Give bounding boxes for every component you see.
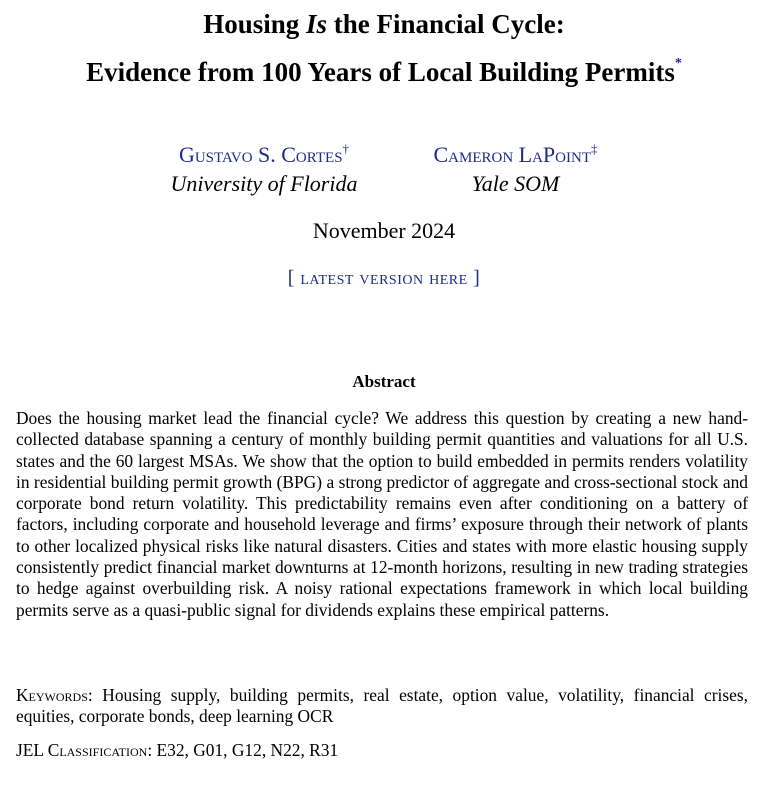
author-name[interactable]: Cameron LaPoint‡ xyxy=(433,141,598,167)
title-text: Evidence from 100 Years of Local Building Permits xyxy=(86,57,675,87)
title-line-2 xyxy=(0,44,768,92)
title-text: the Financial Cycle: xyxy=(327,9,565,39)
jel-codes: E32, G01, G12, N22, R31 xyxy=(156,740,339,760)
jel-classification xyxy=(16,740,748,761)
title-line-1 xyxy=(0,4,768,44)
author-block xyxy=(0,134,768,198)
title-emphasis: Is xyxy=(306,9,328,39)
abstract-body: Does the housing market lead the financial cycle? We address this question by creating a new hand-collected database spanning a century of monthly building permit quantities and valuations for all U.S. states and the 60 largest MSAs. We show that the option to build embedded in permits renders volatility in residential building permit growth (BPG) a strong predictor of aggregate and cross-sectional stock and corporate bond return volatility. This predictability remains even after conditioning on a battery of factors, including corporate and household leverage and firms’ exposure through their network of plants to other localized physical risks like natural disasters. Cities and states with more elastic housing supply consistently predict financial market downturns at 12-month horizons, resulting in new trading strategies to hedge against overbuilding risk. A noisy rational expectations framework in which local building permits serve as a quasi-public signal for dividends explains these empirical patterns. xyxy=(16,408,748,620)
author-affiliation: University of Florida xyxy=(170,171,358,196)
author-name[interactable]: Gustavo S. Cortes† xyxy=(178,141,350,167)
title-footnote-link[interactable]: * xyxy=(674,56,682,71)
publication-date: November 2024 xyxy=(312,218,456,243)
paper-title xyxy=(0,4,768,92)
latest-version-link[interactable]: latest version here xyxy=(300,267,468,289)
author-footnote-mark[interactable]: † xyxy=(342,141,350,156)
keywords-section xyxy=(16,685,748,728)
latest-version-link-block xyxy=(0,267,768,290)
abstract-heading: Abstract xyxy=(352,372,416,391)
close-bracket: ] xyxy=(473,267,481,289)
keywords-label: Keywords: xyxy=(16,685,93,705)
jel-label: JEL Classification: xyxy=(16,740,153,760)
title-text: Housing xyxy=(203,9,307,39)
author-affiliation: Yale SOM xyxy=(471,171,560,196)
author-lapoint xyxy=(433,134,597,198)
author-footnote-mark[interactable]: ‡ xyxy=(591,141,598,156)
author-cortes xyxy=(171,134,358,198)
open-bracket: [ xyxy=(287,267,295,289)
keywords-text: Housing supply, building permits, real estate, option value, volatility, financial crises, equities, corporate bonds, deep learning OCR xyxy=(16,685,748,727)
